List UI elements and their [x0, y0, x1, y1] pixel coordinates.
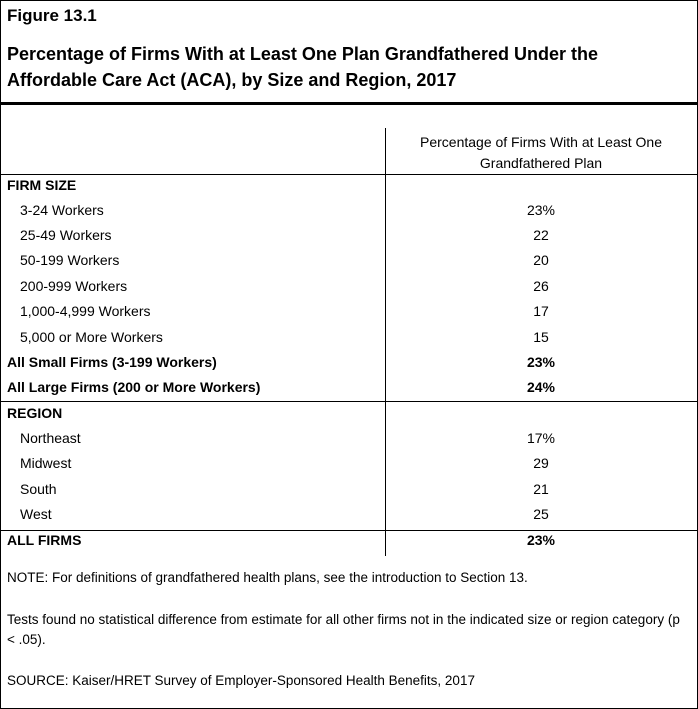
row-label: 50-199 Workers	[20, 252, 120, 268]
total-row	[1, 376, 697, 401]
table-row	[1, 275, 697, 300]
row-value: 15	[533, 329, 549, 345]
row-value: 17	[533, 303, 549, 319]
row-label: ALL FIRMS	[7, 532, 82, 548]
row-label: All Large Firms (200 or More Workers)	[7, 379, 261, 395]
row-label: 1,000-4,999 Workers	[20, 303, 151, 319]
table-row	[1, 300, 697, 325]
row-label: REGION	[7, 405, 63, 421]
row-label: All Small Firms (3-199 Workers)	[7, 354, 217, 370]
row-label: Northeast	[20, 430, 81, 446]
table-row	[1, 199, 697, 224]
total-row	[1, 529, 697, 554]
row-value: 23%	[526, 202, 556, 218]
row-label: Midwest	[20, 455, 72, 471]
row-value: 29	[533, 455, 549, 471]
row-value: 17%	[526, 430, 556, 446]
row-value: 20	[533, 252, 549, 268]
total-row	[1, 351, 697, 376]
row-value: 23%	[526, 532, 556, 548]
row-value: 25	[533, 506, 549, 522]
section-header-row	[1, 402, 697, 427]
row-value: 23%	[526, 354, 556, 370]
row-label: 25-49 Workers	[20, 227, 112, 243]
table-row	[1, 224, 697, 249]
section-header-row	[1, 174, 697, 199]
table-row	[1, 326, 697, 351]
note-tests: Tests found no statistical difference from estimate for all other firms not in the indicated size or region category (p < .05).	[7, 612, 680, 647]
table-row	[1, 249, 697, 274]
figure-title: Percentage of Firms With at Least One Plan Grandfathered Under the Affordable Care Act (ACA), by Size and Region, 2017	[7, 44, 598, 90]
table-row	[1, 452, 697, 477]
note-source: SOURCE: Kaiser/HRET Survey of Employer-Sponsored Health Benefits, 2017	[7, 673, 475, 688]
row-label: West	[20, 506, 52, 522]
row-label: 3-24 Workers	[20, 202, 104, 218]
row-value: 21	[533, 481, 549, 497]
figure-label: Figure 13.1	[7, 6, 97, 25]
row-label: 5,000 or More Workers	[20, 329, 163, 345]
row-value: 24%	[526, 379, 556, 395]
table-row	[1, 503, 697, 528]
row-value: 22	[533, 227, 549, 243]
row-label: FIRM SIZE	[7, 177, 77, 193]
row-value: 26	[533, 278, 549, 294]
row-label: South	[20, 481, 57, 497]
table-row	[1, 427, 697, 452]
row-label: 200-999 Workers	[20, 278, 128, 294]
title-rule	[1, 102, 697, 105]
table-row	[1, 478, 697, 503]
note-definitions: NOTE: For definitions of grandfathered health plans, see the introduction to Section 13.	[7, 570, 528, 585]
column-header: Percentage of Firms With at Least One Grandfathered Plan	[420, 134, 662, 171]
